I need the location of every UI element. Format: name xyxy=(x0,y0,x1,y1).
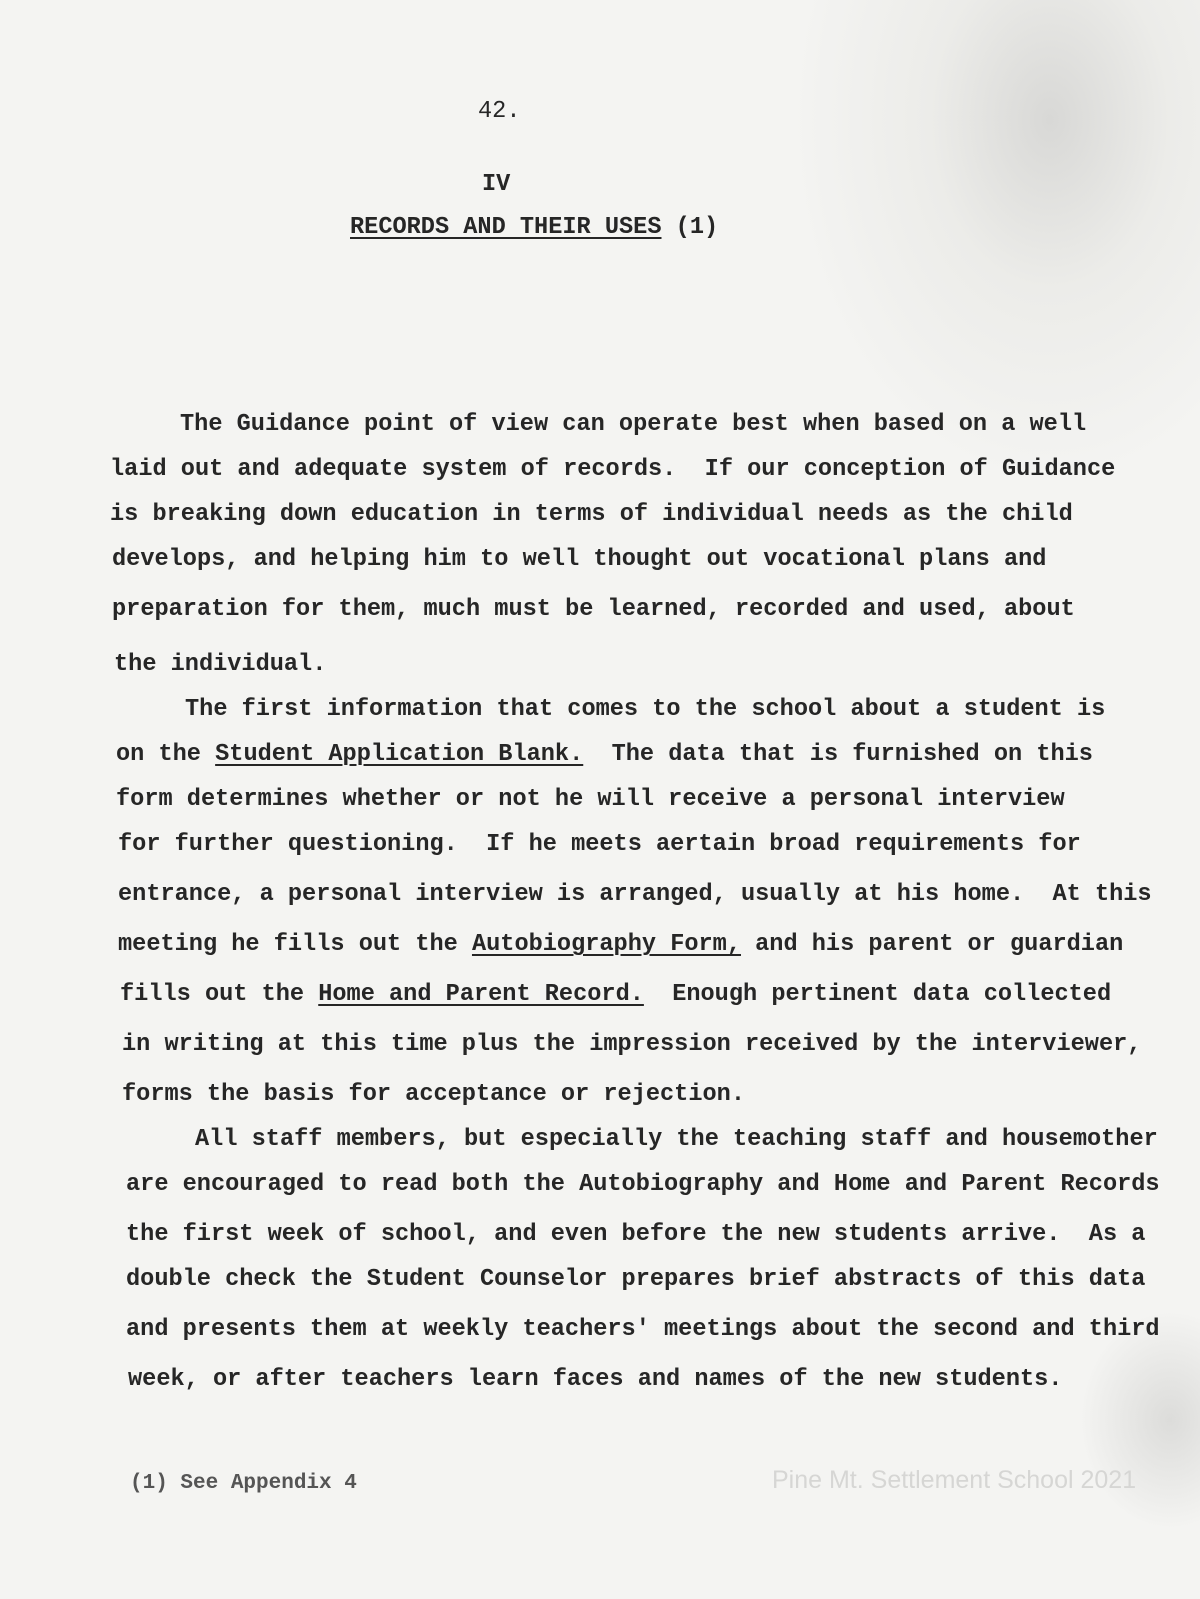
text-segment: and presents them at weekly teachers' meetings about the second and third xyxy=(126,1316,1160,1343)
text-line xyxy=(110,501,1073,529)
text-line xyxy=(185,696,1105,724)
text-segment: All staff members, but especially the teaching staff and housemother xyxy=(195,1126,1158,1153)
text-segment: for further questioning. If he meets aertain broad requirements for xyxy=(118,831,1081,858)
text-segment: The first information that comes to the school about a student is xyxy=(185,696,1106,723)
text-segment: form determines whether or not he will receive a personal interview xyxy=(116,786,1065,813)
text-segment: in writing at this time plus the impression received by the interviewer, xyxy=(122,1031,1142,1058)
underlined-form-name: Student Application Blank. xyxy=(215,741,584,768)
text-line xyxy=(126,1266,1145,1294)
text-line xyxy=(180,411,1086,439)
text-line xyxy=(195,1126,1158,1154)
text-segment: Enough pertinent data collected xyxy=(643,981,1112,1008)
chapter-title xyxy=(350,214,718,242)
text-line xyxy=(110,456,1115,484)
text-segment: entrance, a personal interview is arranged, usually at his home. At this xyxy=(118,881,1152,908)
text-segment: develops, and helping him to well thought out vocational plans and xyxy=(112,546,1047,573)
text-segment: are encouraged to read both the Autobiography and Home and Parent Records xyxy=(126,1171,1160,1198)
underlined-form-name: Autobiography Form, xyxy=(471,931,741,958)
text-line xyxy=(126,1316,1160,1344)
text-line xyxy=(112,596,1075,624)
text-line xyxy=(116,741,1093,769)
text-segment: double check the Student Counselor prepares brief abstracts of this data xyxy=(126,1266,1146,1293)
text-line xyxy=(118,831,1081,859)
footnote: (1) See Appendix 4 xyxy=(130,1472,357,1495)
text-line xyxy=(114,651,326,679)
text-segment: preparation for them, much must be learned, recorded and used, about xyxy=(112,596,1075,623)
text-segment: the individual. xyxy=(114,651,327,678)
text-segment: The data that is furnished on this xyxy=(583,741,1093,768)
text-segment: laid out and adequate system of records. If our conception of Guidance xyxy=(110,456,1116,483)
text-line xyxy=(126,1171,1160,1199)
underlined-form-name: Home and Parent Record. xyxy=(318,981,644,1008)
text-line xyxy=(116,786,1065,814)
title-footnote-ref: (1) xyxy=(661,214,719,241)
page-number: 42. xyxy=(478,98,521,125)
text-line xyxy=(122,1081,745,1109)
text-line xyxy=(122,1031,1141,1059)
text-segment: forms the basis for acceptance or rejection. xyxy=(122,1081,745,1108)
text-line xyxy=(112,546,1046,574)
text-line xyxy=(118,931,1123,959)
text-segment: on the xyxy=(116,741,216,768)
watermark: Pine Mt. Settlement School 2021 xyxy=(772,1466,1137,1494)
text-segment: the first week of school, and even before the new students arrive. As a xyxy=(126,1221,1146,1248)
text-segment: meeting he fills out the xyxy=(118,931,472,958)
text-line xyxy=(128,1366,1062,1394)
title-text: RECORDS AND THEIR USES xyxy=(350,214,662,241)
text-line xyxy=(118,881,1152,909)
text-line xyxy=(120,981,1111,1009)
chapter-number: IV xyxy=(482,171,511,198)
text-segment: is breaking down education in terms of individual needs as the child xyxy=(110,501,1073,528)
text-segment: and his parent or guardian xyxy=(740,931,1124,958)
text-segment: fills out the xyxy=(120,981,319,1008)
text-segment: The Guidance point of view can operate best when based on a well xyxy=(180,411,1087,438)
text-line xyxy=(126,1221,1145,1249)
text-segment: week, or after teachers learn faces and names of the new students. xyxy=(128,1366,1063,1393)
